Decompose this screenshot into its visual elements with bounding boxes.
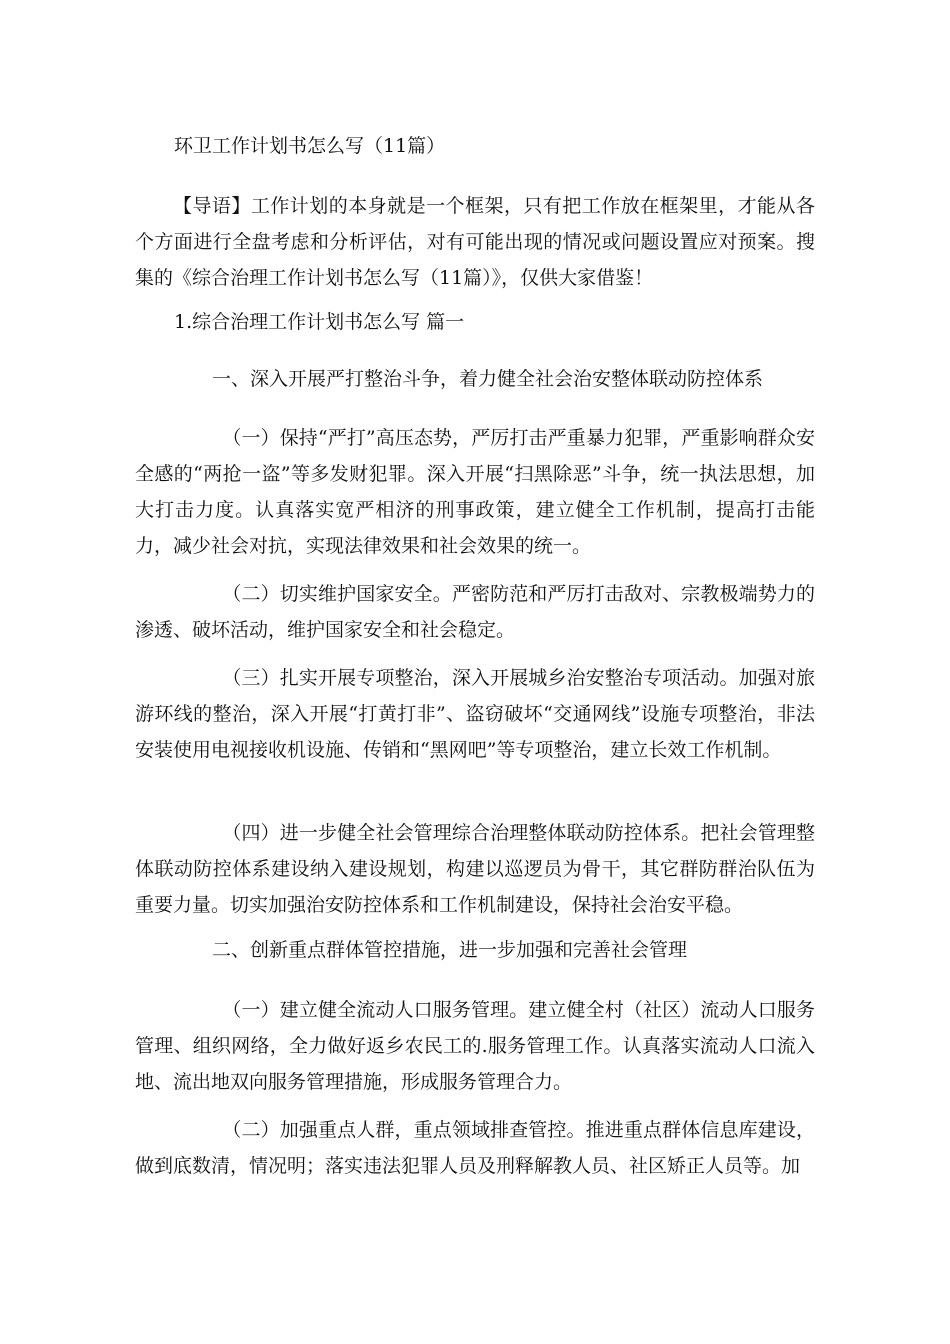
section1-item-3: （三）扎实开展专项整治，深入开展城乡治安整治专项活动。加强对旅游环线的整治，深入开展“打黄打非”、盗窃破坏“交通网线”设施专项整治，非法安装使用电视接收机设施、传销和“黑网吧”等专项整治，建立长效工作机制。 <box>135 667 815 761</box>
section-heading-1: 一、深入开展严打整治斗争，着力健全社会治安整体联动防控体系 <box>212 368 764 390</box>
section1-item-2: （二）切实维护国家安全。严密防范和严厉打击敌对、宗教极端势力的渗透、破坏活动，维护国家安全和社会稳定。 <box>135 583 815 641</box>
section1-item-1: （一）保持“严打”高压态势，严厉打击严重暴力犯罪，严重影响群众安全感的“两抢一盗”等多发财犯罪。深入开展“扫黑除恶”斗争，统一执法思想，加大打击力度。认真落实宽严相济的刑事政策，建立健全工作机制，提高打击能力，减少社会对抗，实现法律效果和社会效果的统一。 <box>135 427 815 557</box>
section2-item-2: （二）加强重点人群，重点领域排查管控。推进重点群体信息库建设，做到底数清，情况明；落实违法犯罪人员及刑释解教人员、社区矫正人员等。加 <box>135 1119 815 1177</box>
section2-item-1: （一）建立健全流动人口服务管理。建立健全村（社区）流动人口服务管理、组织网络，全力做好返乡农民工的.服务管理工作。认真落实流动人口流入地、流出地双向服务管理措施，形成服务管理合力。 <box>135 999 815 1093</box>
section-heading-2: 二、创新重点群体管控措施，进一步加强和完善社会管理 <box>212 939 688 961</box>
intro-paragraph: 【导语】工作计划的本身就是一个框架，只有把工作放在框架里，才能从各个方面进行全盘考虑和分析评估，对有可能出现的情况或问题设置应对预案。搜集的《综合治理工作计划书怎么写（11篇）》，仅供大家借鉴！ <box>135 195 815 289</box>
article-heading: 1.综合治理工作计划书怎么写 篇一 <box>174 311 465 333</box>
document-title: 环卫工作计划书怎么写（11篇） <box>174 135 446 157</box>
section1-item-4: （四）进一步健全社会管理综合治理整体联动防控体系。把社会管理整体联动防控体系建设纳入建设规划，构建以巡逻员为骨干，其它群防群治队伍为重要力量。切实加强治安防控体系和工作机制建设，保持社会治安平稳。 <box>135 822 815 916</box>
